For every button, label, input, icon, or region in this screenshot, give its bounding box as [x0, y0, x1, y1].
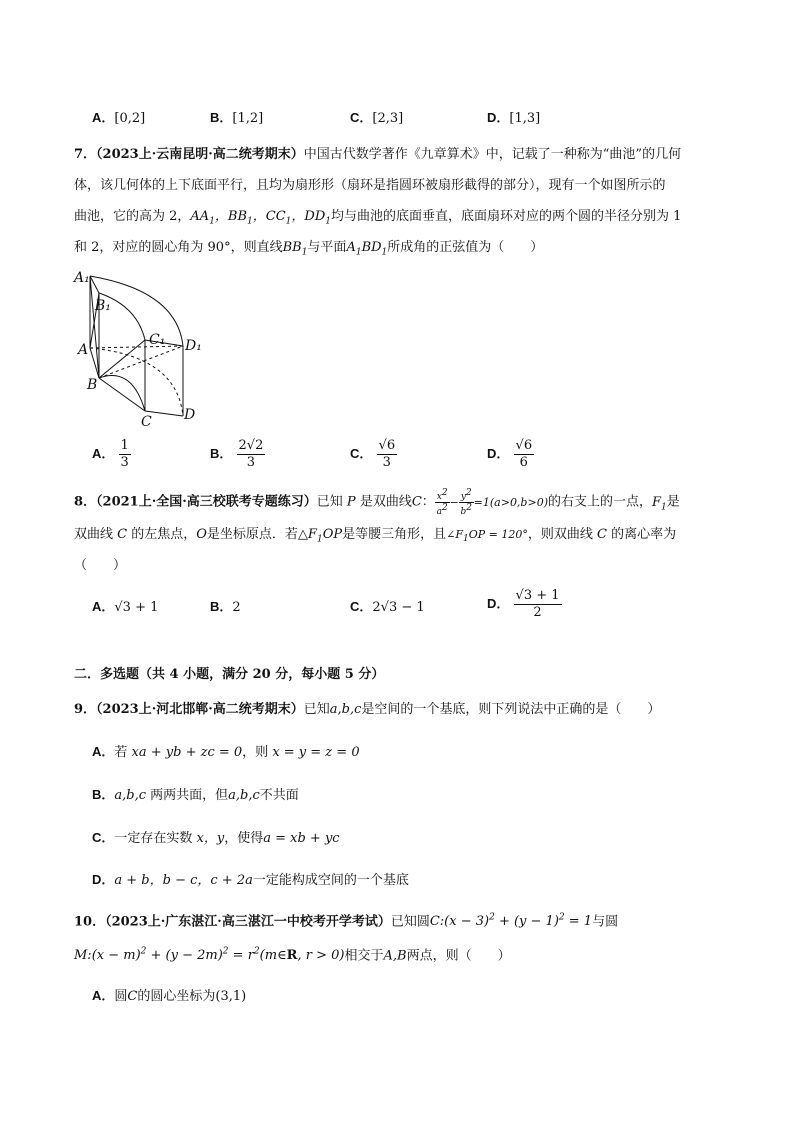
label-D: D: [184, 407, 196, 423]
q10-line-1: 10．（2023上·广东湛江·高三湛江一中校考开学考试）已知圆C:(x − $3)^2 + (y - 1)^2 = 1$与圆: [74, 913, 619, 930]
q7-option-d: D． $\frac{√6}{6}$: [487, 438, 533, 470]
q10-line-2: M:(x − $m)^2 + (y - 2m)^2$ = $r^2(m\in R$, r > 0)相交于A,B两点，则（ ）: [74, 947, 511, 964]
section-2-title: 二．多选题（共 4 小题，满分 20 分，每小题 5 分）: [74, 667, 385, 682]
label-D1: D₁: [185, 338, 202, 354]
label-A: A: [78, 342, 89, 358]
q7-option-c: C． $\frac{√6}{3}$: [350, 438, 396, 470]
q7-line-1: 7．（2023上·云南昆明·高二统考期末）中国古代数学著作《九章算术》中，记载了一种称为“曲池”的几何: [74, 147, 682, 162]
q6-option-a: A．[0,2]: [92, 110, 146, 126]
q7-line-4: 和 2，对应的圆心角为 90°，则直线$BB_1$与平面$A_1BD_1$所成角的正弦值为（ ）: [74, 240, 544, 258]
q8-line-1: 8．（2021上·全国·高三校联考专题练习）已知 P 是双曲线C： $\frac{x2}{a2}$ − $\frac{y2}{b2}$ =1(a>0,b>0)的右支上的一点，$F_1$是: [74, 488, 680, 517]
q9-stem: 9．（2023上·河北邯郸·高二统考期末）已知a,b,c是空间的一个基底，则下列说法中正确的是（ ）: [74, 702, 661, 717]
q8-option-a: A．√3 + 1: [92, 599, 159, 615]
q7-option-b: B． $\frac{2√2}{3}$: [210, 438, 264, 470]
q9-option-a: A．若 xa + yb + zc = 0，则 x = y = z = 0: [92, 744, 360, 760]
hyperbola-equation: $\frac{x2}{a2}$ − $\frac{y2}{b2}$ =1(a>0,b>0): [436, 488, 548, 517]
label-B1: B₁: [95, 298, 111, 314]
q7-line-3: 曲池，它的高为 2，$AA_1$，$BB_1$，$CC_1$，$DD_1$均与曲池的底面垂直，底面扇环对应的两个圆的半径分别为 1: [74, 209, 682, 227]
q6-option-d: D．[1,3]: [487, 110, 541, 126]
q7-option-a: A． $\frac{1}{3}$: [92, 438, 129, 470]
q8-line-2: 双曲线 C 的左焦点，O是坐标原点．若$\triangle F_1OP$是等腰三角形，且$\angle F_1OP = 120^\circ$，则双曲线 C 的离心率为: [74, 527, 677, 545]
label-C: C: [141, 414, 152, 428]
q9-option-b: B．a,b,c 两两共面，但a,b,c不共面: [92, 787, 299, 803]
q8-option-c: C．2√3 − 1: [350, 599, 425, 615]
q7-figure: [72, 266, 212, 428]
label-A1: A₁: [74, 270, 90, 286]
q6-option-b: B．[1,2]: [210, 110, 264, 126]
q8-option-b: B．2: [210, 599, 241, 615]
q8-line-3: （ ）: [74, 558, 127, 573]
q9-option-d: D．a + b，b − c，c + 2a一定能构成空间的一个基底: [92, 872, 409, 888]
q7-line-2: 体，该几何体的上下底面平行，且均为扇形形（扇环是指圆环被扇形截得的部分），现有一个如图所示的: [74, 178, 666, 193]
q10-option-a: A．圆C的圆心坐标为(3,1): [92, 988, 247, 1004]
q8-option-d: D． $\frac{√3 + 1}{2}$: [487, 588, 560, 620]
q9-option-c: C．一定存在实数 x，y，使得a = xb + yc: [92, 830, 340, 846]
label-B: B: [87, 377, 98, 393]
label-C1: C₁: [149, 332, 166, 348]
q7-edges: $AA_1$，$BB_1$，$CC_1$，$DD_1$: [190, 209, 331, 227]
q6-option-c: C．[2,3]: [350, 110, 404, 126]
